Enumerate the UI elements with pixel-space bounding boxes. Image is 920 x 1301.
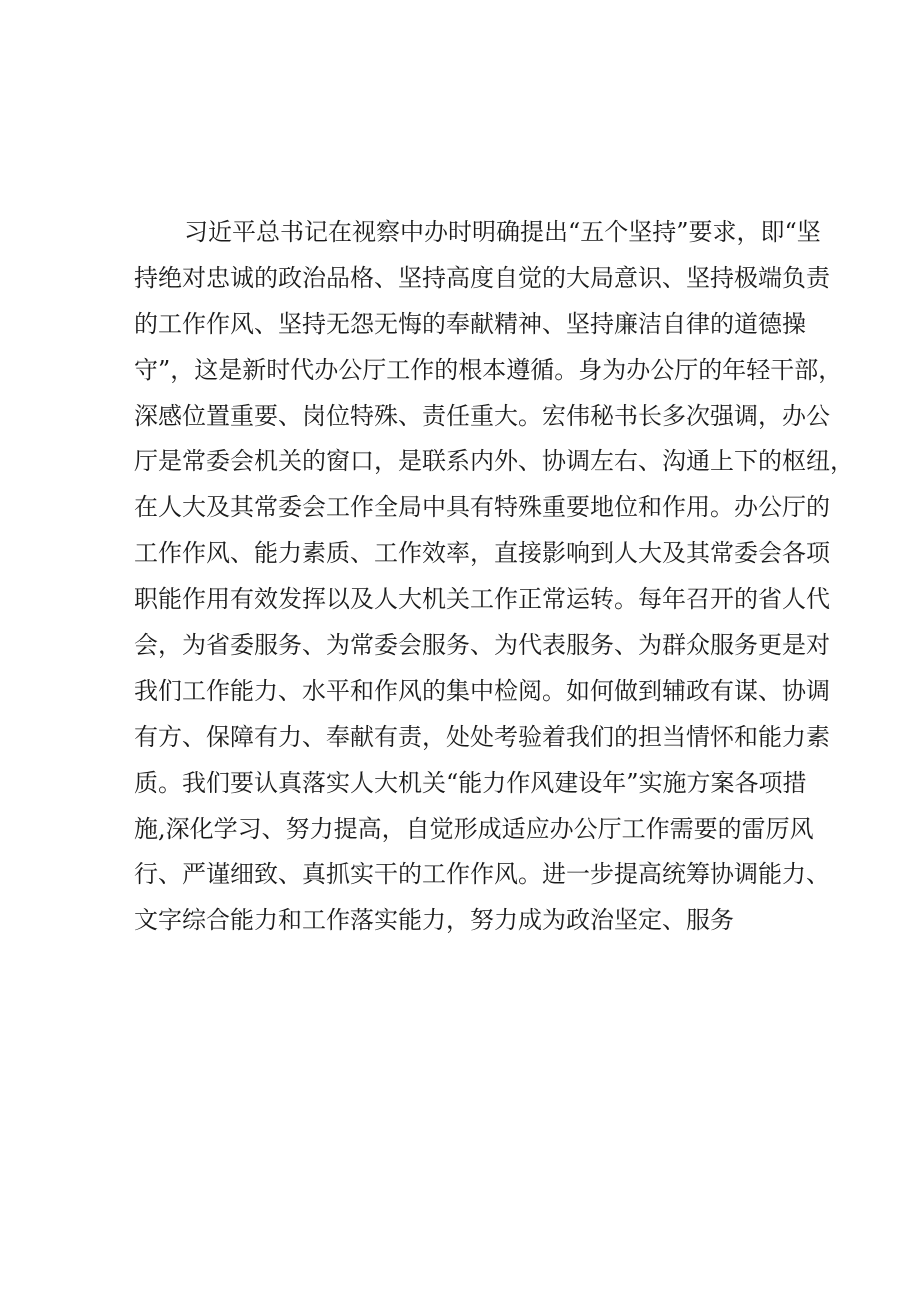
- paragraph-line: 有方、保障有力、奉献有责，处处考验着我们的担当情怀和能力素: [134, 722, 830, 751]
- paragraph-line: 持绝对忠诚的政治品格、坚持高度自觉的大局意识、坚持极端负责: [134, 263, 830, 292]
- paragraph-line: 守”，这是新时代办公厅工作的根本遵循。身为办公厅的年轻干部，: [134, 355, 843, 384]
- paragraph-line: 会，为省委服务、为常委会服务、为代表服务、为群众服务更是对: [134, 631, 830, 660]
- paragraph-line: 质。我们要认真落实人大机关“能力作风建设年”实施方案各项措: [134, 768, 807, 797]
- paragraph-line: 职能作用有效发挥以及人大机关工作正常运转。每年召开的省人代: [134, 585, 830, 614]
- paragraph-line: 行、严谨细致、真抓实干的工作作风。进一步提高统筹协调能力、: [134, 860, 830, 889]
- paragraph-line: 的工作作风、坚持无怨无悔的奉献精神、坚持廉洁自律的道德操: [134, 309, 806, 338]
- body-paragraph: [134, 210, 854, 944]
- paragraph-line: 我们工作能力、水平和作风的集中检阅。如何做到辅政有谋、协调: [134, 676, 830, 705]
- paragraph-line: 文字综合能力和工作落实能力，努力成为政治坚定、服务: [134, 906, 734, 935]
- paragraph-line: 习近平总书记在视察中办时明确提出“五个坚持”要求，即“坚: [184, 218, 821, 246]
- paragraph-line: 施,深化学习、努力提高，自觉形成适应办公厅工作需要的雷厉风: [134, 814, 814, 843]
- paragraph-line: 深感位置重要、岗位特殊、责任重大。宏伟秘书长多次强调，办公: [134, 401, 830, 430]
- paragraph-line: 在人大及其常委会工作全局中具有特殊重要地位和作用。办公厅的: [134, 493, 830, 522]
- paragraph-line: 工作作风、能力素质、工作效率，直接影响到人大及其常委会各项: [134, 539, 830, 568]
- paragraph-line: 厅是常委会机关的窗口，是联系内外、协调左右、沟通上下的枢纽，: [134, 447, 854, 476]
